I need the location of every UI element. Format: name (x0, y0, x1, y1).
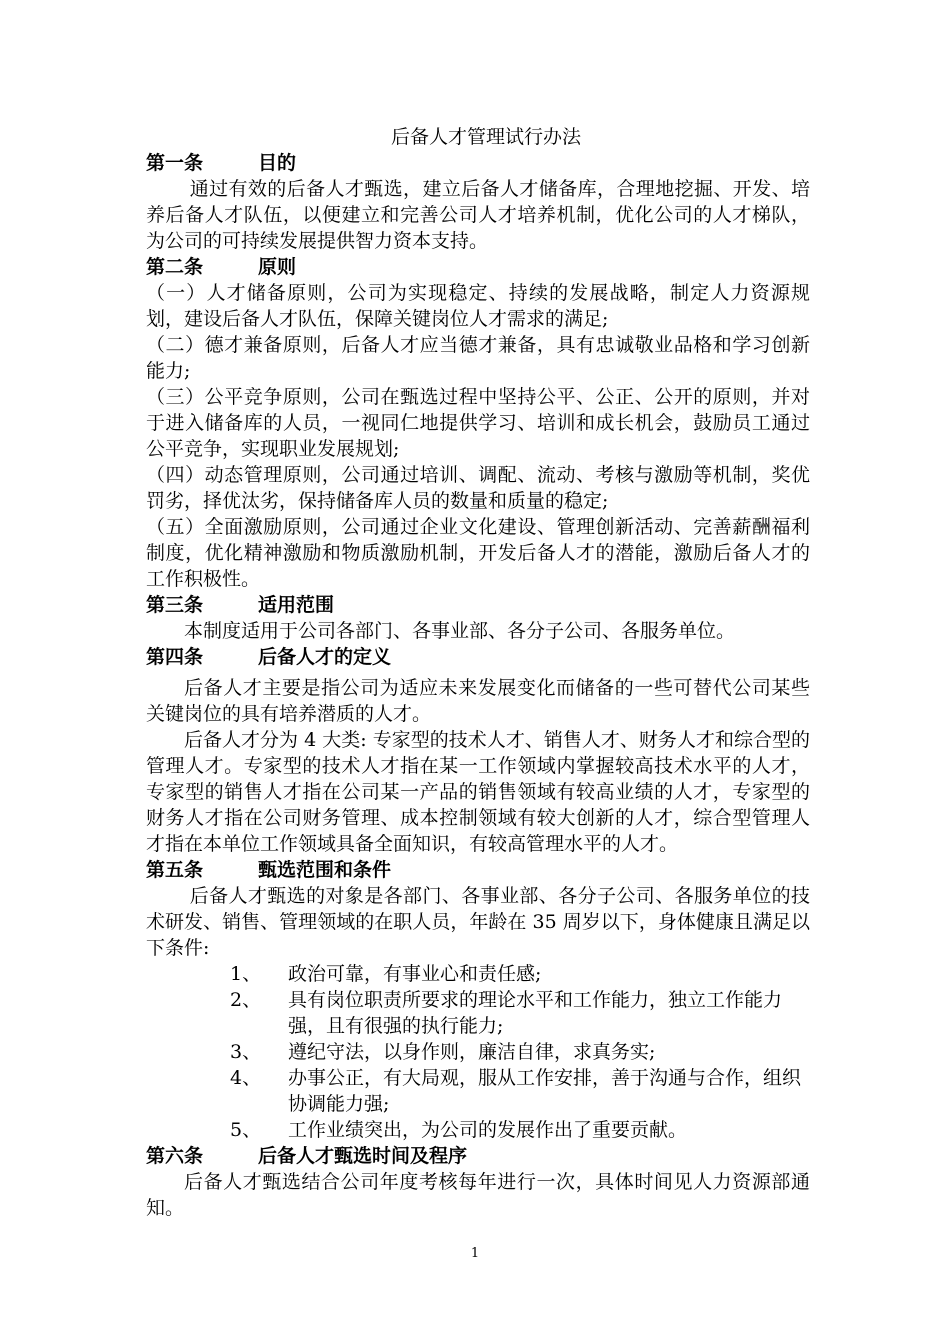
paragraph: 后备人才分为 4 大类: 专家型的技术人才、销售人才、财务人才和综合型的管理人才。专家型的技术人才指在某一工作领域内掌握较高技术水平的人才，专家型的销售人才指在公司某一产品的销售领域有较高业绩的人才，专家型的财务人才指在公司财务管理、成本控制领域有较大创新的人才，综合型管理人才指在本单位工作领域具备全面知识，有较高管理水平的人才。 (146, 729, 810, 855)
list-item-number: 4、 (230, 1067, 262, 1089)
section-name: 甄选范围和条件 (258, 859, 392, 881)
section-name: 原则 (258, 256, 297, 278)
paragraph: （一）人才储备原则，公司为实现稳定、持续的发展战略，制定人力资源规划，建设后备人才队伍，保障关键岗位人才需求的满足; (146, 282, 810, 330)
paragraph: （三）公平竞争原则，公司在甄选过程中坚持公平、公正、公开的原则，并对于进入储备库的人员，一视同仁地提供学习、培训和成长机会，鼓励员工通过公平竞争，实现职业发展规划; (146, 386, 810, 460)
section-number: 第四条 (146, 646, 204, 668)
section-heading (146, 592, 810, 618)
list-item (146, 1117, 810, 1143)
paragraph: （二）德才兼备原则，后备人才应当德才兼备，具有忠诚敬业品格和学习创新能力; (146, 334, 810, 382)
section-number: 第三条 (146, 594, 204, 616)
list-item-number: 2、 (230, 989, 262, 1011)
paragraph: （四）动态管理原则，公司通过培训、调配、流动、考核与激励等机制，奖优罚劣，择优汰劣，保持储备库人员的数量和质量的稳定; (146, 464, 810, 512)
section-name: 后备人才的定义 (258, 646, 392, 668)
list-item (146, 961, 810, 987)
section-heading (146, 254, 810, 280)
list-item-number: 5、 (230, 1119, 262, 1141)
list-item-number: 1、 (230, 963, 262, 985)
section-number: 第六条 (146, 1145, 204, 1167)
list-item (146, 1065, 810, 1117)
paragraph: 通过有效的后备人才甄选，建立后备人才储备库，合理地挖掘、开发、培养后备人才队伍，以便建立和完善公司人才培养机制，优化公司的人才梯队，为公司的可持续发展提供智力资本支持。 (146, 178, 810, 252)
list-item-number: 3、 (230, 1041, 262, 1063)
document-title: 后备人才管理试行办法 (390, 126, 581, 148)
section-name: 目的 (258, 152, 297, 174)
section-name: 后备人才甄选时间及程序 (258, 1145, 468, 1167)
list-item-text: 工作业绩突出，为公司的发展作出了重要贡献。 (288, 1119, 688, 1141)
paragraph: 本制度适用于公司各部门、各事业部、各分子公司、各服务单位。 (184, 620, 736, 642)
section-name: 适用范围 (258, 594, 335, 616)
paragraph: 后备人才甄选结合公司年度考核每年进行一次，具体时间见人力资源部通知。 (146, 1171, 810, 1219)
paragraph: 后备人才甄选的对象是各部门、各事业部、各分子公司、各服务单位的技术研发、销售、管理领域的在职人员，年龄在 35 周岁以下，身体健康且满足以下条件: (146, 885, 810, 959)
section-number: 第五条 (146, 859, 204, 881)
list-item-text: 政治可靠，有事业心和责任感; (288, 963, 542, 985)
paragraph: （五）全面激励原则，公司通过企业文化建设、管理创新活动、完善薪酬福利制度，优化精神激励和物质激励机制，开发后备人才的潜能，激励后备人才的工作积极性。 (146, 516, 810, 590)
document-body (146, 124, 810, 1221)
section-heading (146, 150, 810, 176)
list-item-text: 遵纪守法，以身作则，廉洁自律，求真务实; (288, 1041, 656, 1063)
section-heading (146, 644, 810, 670)
list-item-text: 办事公正，有大局观，服从工作安排，善于沟通与合作，组织协调能力强; (288, 1067, 802, 1115)
section-number: 第二条 (146, 256, 204, 278)
section-number: 第一条 (146, 152, 204, 174)
list-item (146, 987, 810, 1039)
list-item (146, 1039, 810, 1065)
page-number: 1 (470, 1246, 480, 1261)
paragraph: 后备人才主要是指公司为适应未来发展变化而储备的一些可替代公司某些关键岗位的具有培养潜质的人才。 (146, 677, 810, 725)
section-heading (146, 1143, 810, 1169)
section-heading (146, 857, 810, 883)
list-item-text: 具有岗位职责所要求的理论水平和工作能力，独立工作能力强，且有很强的执行能力; (288, 989, 783, 1037)
